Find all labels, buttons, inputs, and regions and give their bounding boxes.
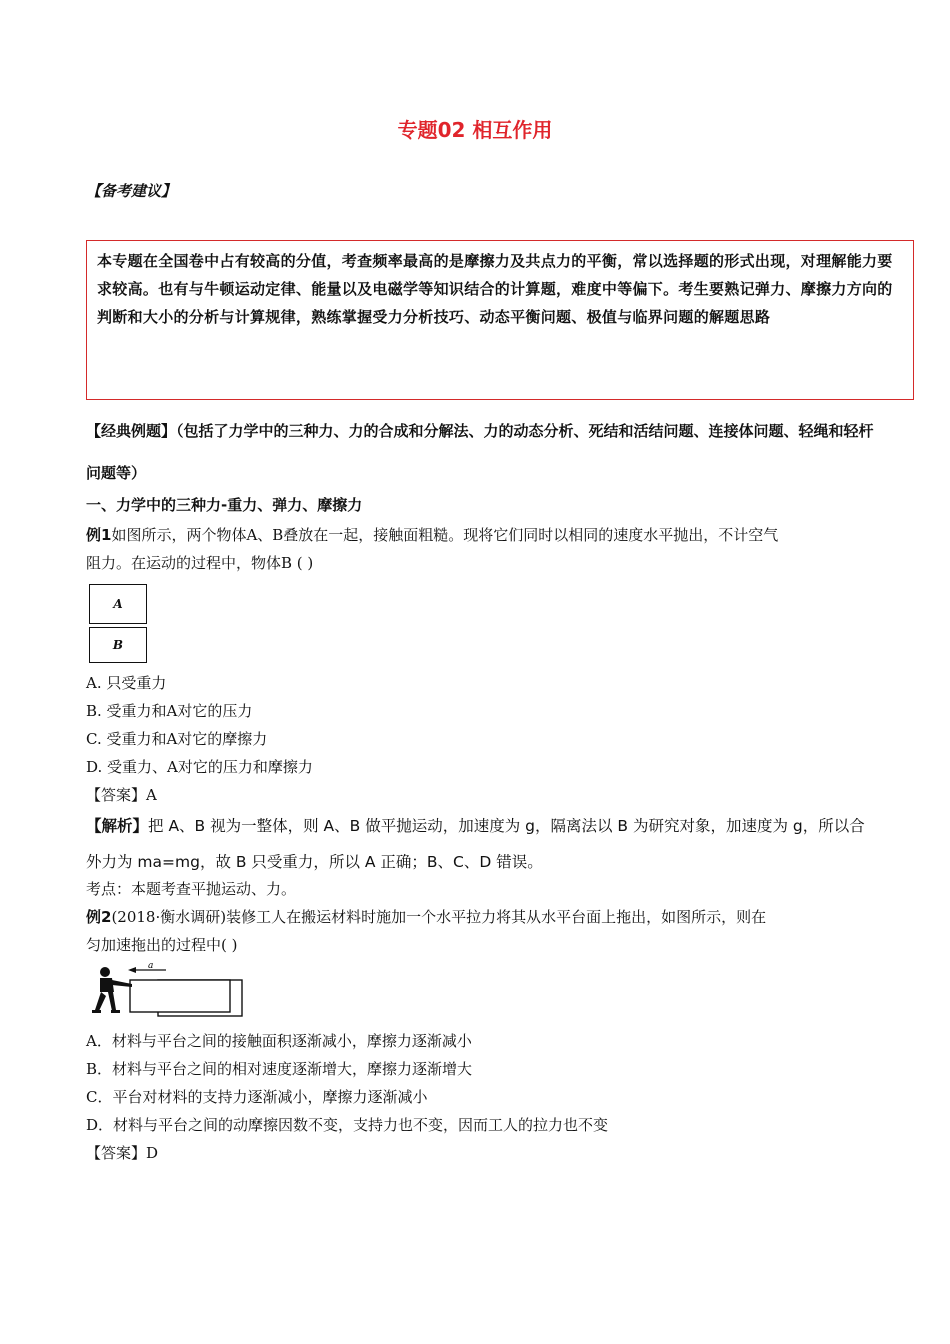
classic-examples-heading: 【经典例题】（包括了力学中的三种力、力的合成和分解法、力的动态分析、死结和活结问题、连接体问题、轻绳和轻杆问题等） bbox=[86, 422, 874, 482]
example2-option-b: B．材料与平台之间的相对速度逐渐增大，摩擦力逐渐增大 bbox=[86, 1060, 473, 1078]
example2-option-a: A．材料与平台之间的接触面积逐渐减小，摩擦力逐渐减小 bbox=[86, 1032, 472, 1050]
example2-stem-line2: 匀加速拖出的过程中( ) bbox=[86, 936, 238, 954]
block-a-label: A bbox=[113, 597, 123, 611]
page-title: 专题02 相互作用 bbox=[397, 118, 553, 142]
example1-option-d: D. 受重力、A对它的压力和摩擦力 bbox=[86, 758, 313, 776]
block-b-label: B bbox=[112, 638, 124, 652]
example1-answer: 【答案】A bbox=[86, 786, 157, 804]
example1-option-b: B. 受重力和A对它的压力 bbox=[86, 702, 253, 720]
example2-answer: 【答案】D bbox=[86, 1144, 159, 1162]
prep-suggestion-text: 本专题在全国卷中占有较高的分值，考查频率最高的是摩擦力及共点力的平衡，常以选择题的形式出现，对理解能力要求较高。也有与牛顿运动定律、能量以及电磁学等知识结合的计算题，难度中等偏下。考生要熟记弹力、摩擦力方向的判断和大小的分析与计算规律，熟练掌握受力分析技巧、动态平衡问题、极值与临界问题的解题思路 bbox=[97, 252, 893, 326]
example2-stem-text1: (2018·衡水调研)装修工人在搬运材料时施加一个水平拉力将其从水平台面上拖出，如图所示，则在 bbox=[111, 908, 767, 926]
example2-stem-line1 bbox=[86, 906, 766, 927]
example1-option-c: C. 受重力和A对它的摩擦力 bbox=[86, 730, 268, 748]
example2-option-d: D．材料与平台之间的动摩擦因数不变，支持力也不变，因而工人的拉力也不变 bbox=[86, 1116, 609, 1134]
example1-stem-line1 bbox=[86, 524, 778, 545]
section-heading: 一、力学中的三种力-重力、弹力、摩擦力 bbox=[86, 496, 363, 514]
example1-option-a: A. 只受重力 bbox=[86, 674, 167, 692]
analysis-label: 【解析】 bbox=[86, 817, 149, 835]
example2-option-c: C．平台对材料的支持力逐渐减小，摩擦力逐渐减小 bbox=[86, 1088, 428, 1106]
prep-suggestion-box bbox=[86, 240, 914, 400]
worker-pulling-material-figure bbox=[88, 958, 244, 1018]
acceleration-arrow-label: a bbox=[148, 961, 154, 971]
example1-stem-text1: 如图所示，两个物体A、B叠放在一起，接触面粗糙。现将它们同时以相同的速度水平抛出，不计空气 bbox=[111, 526, 779, 544]
prep-heading: 【备考建议】 bbox=[86, 182, 177, 200]
example1-kaodian: 考点：本题考查平抛运动、力。 bbox=[86, 880, 297, 898]
block-a-figure bbox=[89, 584, 147, 624]
example1-label: 例1 bbox=[86, 526, 112, 544]
example1-stem-line2: 阻力。在运动的过程中，物体B ( ) bbox=[86, 554, 314, 572]
example1-analysis bbox=[86, 808, 866, 880]
block-b-figure bbox=[89, 627, 147, 663]
example2-label: 例2 bbox=[86, 908, 112, 926]
analysis-text: 把 A、B 视为一整体，则 A、B 做平抛运动，加速度为 g，隔离法以 B 为研究对象，加速度为 g，所以合外力为 ma=mg，故 B 只受重力，所以 A 正确；B、C、D 错误。 bbox=[86, 817, 865, 871]
